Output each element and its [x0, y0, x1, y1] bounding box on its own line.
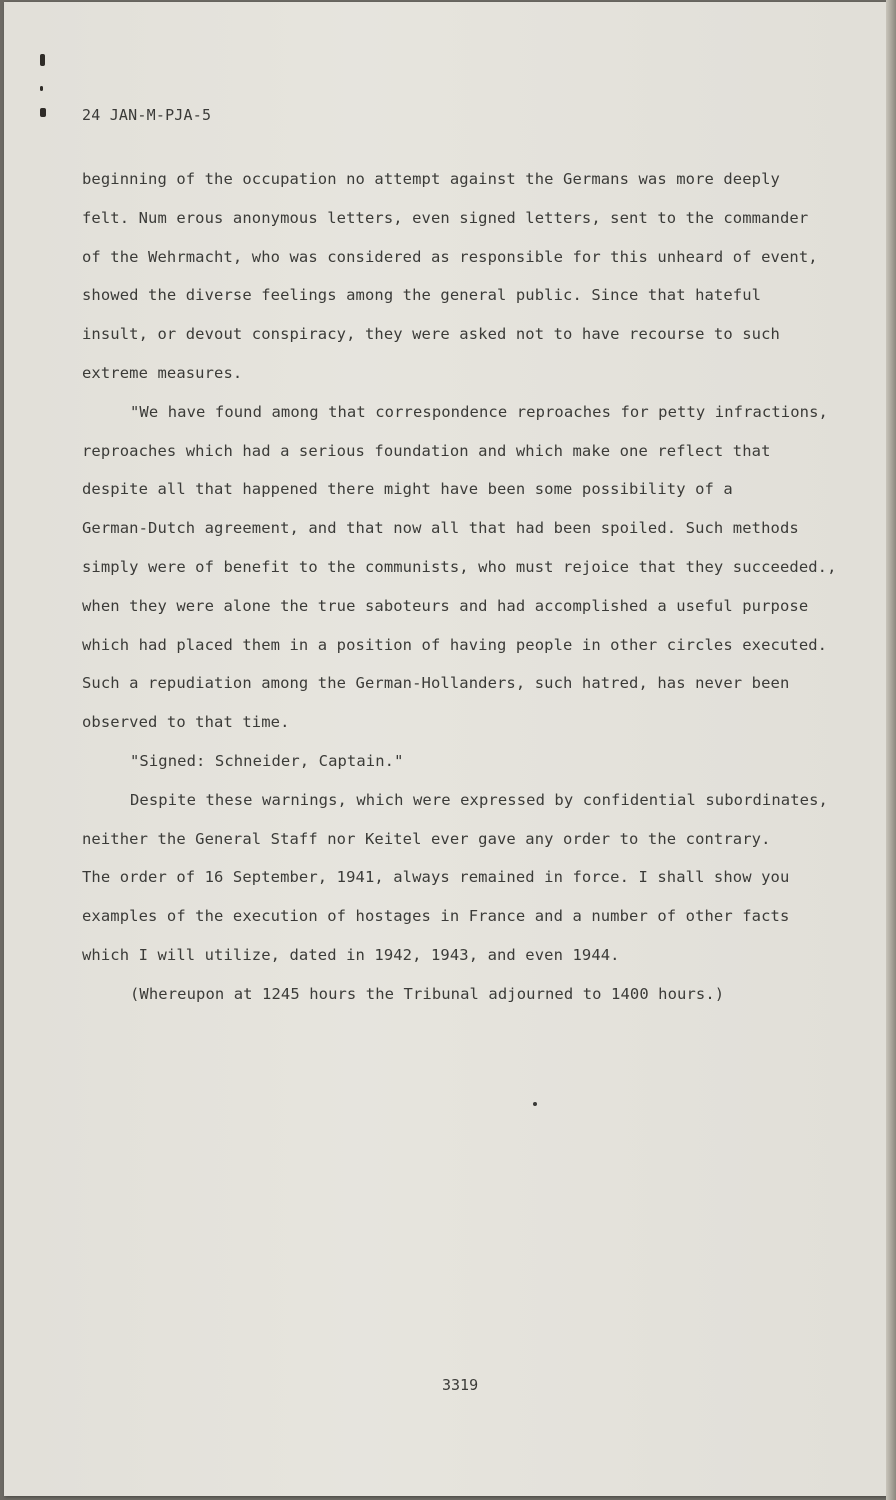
text-line: neither the General Staff nor Keitel ever gave any order to the contrary. — [82, 829, 771, 848]
text-line: when they were alone the true saboteurs and had accomplished a useful purpose — [82, 596, 809, 615]
text-line: (Whereupon at 1245 hours the Tribunal adjourned to 1400 hours.) — [130, 984, 725, 1003]
text-line: of the Wehrmacht, who was considered as responsible for this unheard of event, — [82, 247, 818, 266]
document-header: 24 JAN-M-PJA-5 — [82, 106, 212, 124]
text-line: Despite these warnings, which were expressed by confidential subordinates, — [130, 790, 828, 809]
text-line: beginning of the occupation no attempt against the Germans was more deeply — [82, 170, 780, 188]
text-line: despite all that happened there might have been some possibility of a — [82, 480, 733, 499]
text-line: Such a repudiation among the German-Hollanders, such hatred, has never been — [82, 674, 790, 693]
page-number: 3319 — [442, 1376, 479, 1394]
text-line: showed the diverse feelings among the general public. Since that hateful — [82, 286, 762, 305]
text-line: observed to that time. — [82, 713, 290, 732]
text-line: simply were of benefit to the communists, who must rejoice that they succeeded., — [82, 557, 837, 576]
text-line: extreme measures. — [82, 363, 243, 382]
text-line: The order of 16 September, 1941, always remained in force. I shall show you — [82, 868, 790, 887]
ink-speck — [533, 1102, 537, 1106]
text-line: which had placed them in a position of having people in other circles executed. — [82, 635, 828, 654]
page-edge-shadow — [886, 0, 896, 1500]
text-line: "Signed: Schneider, Captain." — [130, 751, 404, 770]
text-line: "We have found among that correspondence reproaches for petty infractions, — [130, 402, 828, 421]
text-line: which I will utilize, dated in 1942, 1943, and even 1944. — [82, 945, 620, 964]
binder-hole-marks — [40, 54, 50, 124]
text-line: felt. Num erous anonymous letters, even signed letters, sent to the commander — [82, 208, 809, 227]
document-page — [4, 2, 888, 1496]
document-body — [82, 160, 852, 1014]
text-line: examples of the execution of hostages in France and a number of other facts — [82, 907, 790, 926]
text-line: German-Dutch agreement, and that now all that had been spoiled. Such methods — [82, 519, 799, 538]
text-line: reproaches which had a serious foundation and which make one reflect that — [82, 441, 771, 460]
text-line: insult, or devout conspiracy, they were asked not to have recourse to such — [82, 325, 780, 344]
